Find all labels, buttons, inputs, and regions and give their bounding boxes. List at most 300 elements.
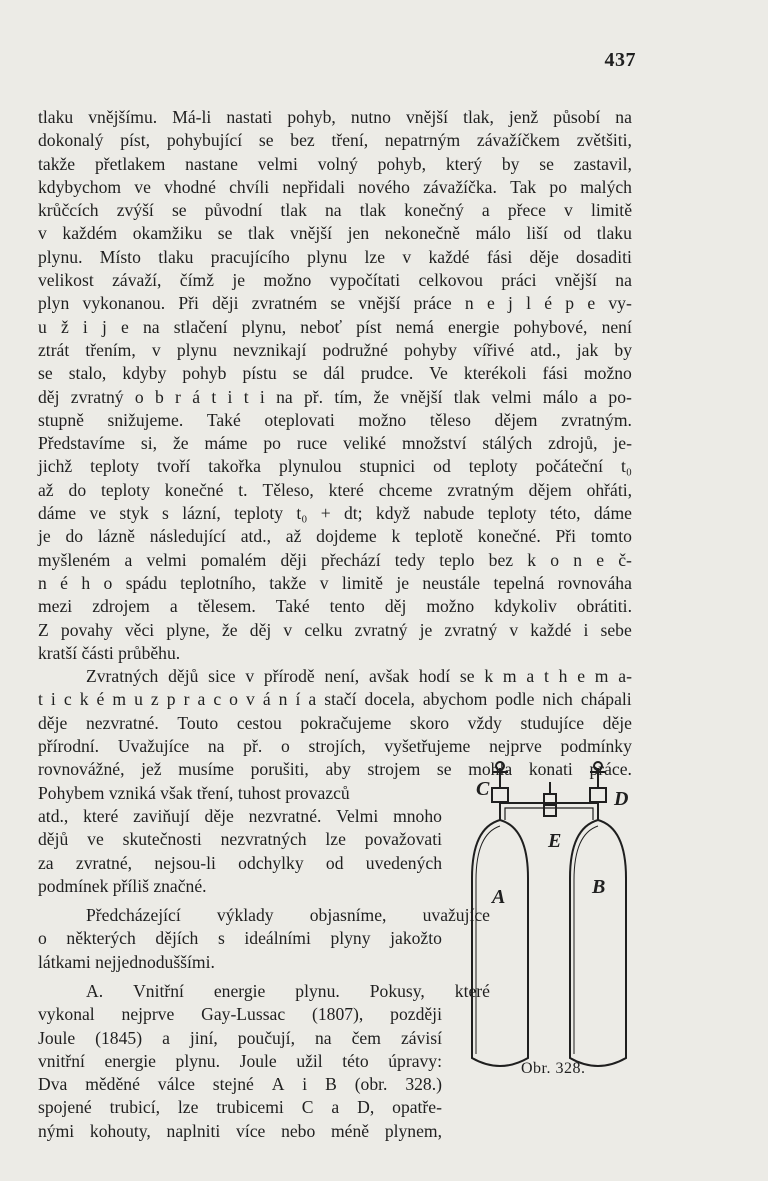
word: dějů — [38, 829, 69, 850]
word: vždy — [467, 712, 502, 733]
word: tlak — [359, 200, 387, 221]
word: plyne, — [166, 619, 210, 640]
word: děj — [249, 619, 272, 640]
word: je- — [613, 433, 632, 454]
word: veliké — [343, 433, 387, 454]
word: závažíčkem — [476, 130, 560, 151]
word: pohyb — [182, 363, 227, 384]
word: vnější — [358, 293, 401, 314]
word: m — [502, 666, 517, 687]
word: spádu — [125, 572, 167, 593]
word: o — [38, 928, 47, 949]
word: bez — [290, 130, 315, 151]
word: Z — [38, 619, 49, 640]
word: lázní, — [182, 503, 221, 524]
label-c: C — [476, 778, 490, 800]
word: přechází — [321, 549, 381, 570]
word: od — [325, 852, 344, 873]
word: Těleso, — [262, 479, 314, 500]
figure-caption: Obr. 328. — [521, 1060, 586, 1077]
word: k — [79, 689, 89, 710]
word: možno — [426, 596, 475, 617]
word: fási — [486, 246, 513, 267]
word: o — [103, 572, 113, 593]
word: povahy — [60, 619, 113, 640]
word: stalo, — [68, 363, 107, 384]
word: podle — [495, 689, 535, 710]
word: i — [50, 689, 56, 710]
text-line — [38, 176, 632, 199]
text-line — [38, 106, 632, 129]
word: tvoří — [157, 456, 191, 477]
word: i — [227, 386, 233, 407]
word: plyn — [38, 293, 70, 314]
word: (1845) — [95, 1027, 143, 1048]
word: opatře- — [392, 1097, 442, 1118]
word: málo — [475, 223, 511, 244]
word: kdykoliv — [494, 596, 557, 617]
word: teplotě — [415, 526, 463, 547]
word: plynu. — [38, 246, 83, 267]
word: vnějšímu. — [88, 107, 158, 127]
word: Ve — [429, 363, 448, 384]
word: dál — [323, 363, 345, 384]
word: n — [278, 689, 288, 710]
word: nastane — [185, 153, 238, 174]
word: dějem — [494, 409, 538, 430]
word: nového — [358, 176, 410, 197]
word: é — [96, 689, 105, 710]
text-line — [38, 619, 632, 642]
word: Touto — [177, 712, 219, 733]
word: velmi — [146, 549, 187, 570]
word: zastavil, — [573, 153, 632, 174]
word: které — [454, 980, 490, 1001]
word: hodí — [418, 666, 451, 687]
word: užil — [296, 1050, 323, 1071]
word: na — [276, 386, 293, 407]
word: po — [263, 433, 281, 454]
word: na — [615, 107, 632, 127]
word: e — [121, 316, 129, 337]
word: od — [563, 223, 582, 244]
text-line: kratší části průběhu. — [38, 642, 181, 663]
word: uvažujíce — [422, 905, 490, 926]
word: zvratné, — [75, 852, 133, 873]
word: stlačení — [173, 316, 228, 337]
word: se — [292, 363, 308, 384]
word: rovnováha — [557, 572, 632, 593]
word: cestou — [236, 712, 282, 733]
word: podružné — [322, 339, 388, 360]
page-number: 437 — [604, 49, 636, 71]
word: konečné — [164, 479, 224, 500]
word: nepřidali — [282, 176, 345, 197]
word: je — [38, 526, 51, 547]
word: docela, — [364, 689, 415, 710]
word: kdyby — [122, 363, 167, 384]
word: ideálními — [244, 928, 311, 949]
word: fási — [542, 363, 568, 384]
word: od — [433, 456, 451, 477]
text-line — [38, 1027, 442, 1050]
word: 328.) — [405, 1074, 442, 1095]
word: é — [544, 293, 553, 314]
word: ději — [280, 549, 307, 570]
word: Představíme — [38, 433, 125, 454]
word: tlaku — [596, 223, 632, 244]
word: strojem — [367, 759, 421, 780]
word: čímž — [179, 270, 214, 291]
word: e — [577, 666, 586, 687]
word: trubicí, — [109, 1097, 160, 1118]
word: pomalém — [200, 549, 267, 570]
word: kohouty, — [89, 1120, 151, 1141]
word: skoro — [409, 712, 450, 733]
word: D, — [357, 1097, 375, 1118]
word: t. — [238, 479, 248, 500]
word: trubicemi — [216, 1097, 284, 1118]
word: v — [38, 223, 47, 244]
word: volný — [317, 153, 358, 174]
word: přírodě — [263, 666, 315, 687]
word: čem — [351, 1027, 381, 1048]
word: p — [166, 689, 176, 710]
text-line — [38, 1096, 442, 1119]
word: zvratný — [444, 619, 498, 640]
word: závažíčka. — [423, 176, 497, 197]
word: i — [259, 386, 265, 407]
word: tomto — [590, 526, 632, 547]
word: a — [162, 1027, 170, 1048]
word: h — [81, 572, 91, 593]
word: liší — [526, 223, 548, 244]
word: by — [501, 153, 520, 174]
word: není, — [324, 666, 360, 687]
word: t — [211, 386, 217, 407]
word: ve — [87, 829, 104, 850]
word: i — [82, 316, 88, 337]
word: takže — [269, 572, 307, 593]
word: měděné — [85, 1074, 140, 1095]
word: kterékoli — [463, 363, 527, 384]
word: v — [283, 619, 293, 640]
word: na — [615, 270, 632, 291]
text-line — [38, 525, 632, 548]
word: u — [134, 689, 143, 710]
word: mohla — [468, 759, 513, 780]
word: plyny — [330, 928, 371, 949]
word: jen — [347, 223, 370, 244]
word: které — [328, 479, 364, 500]
word: velmi — [491, 386, 532, 407]
valve-c — [492, 788, 508, 802]
text-line — [38, 153, 632, 176]
word: lze — [364, 246, 386, 267]
text-line — [38, 712, 632, 735]
word: t — [243, 386, 249, 407]
cylinder-b — [570, 820, 626, 1066]
word: rovnovážné, — [38, 759, 125, 780]
word: tím, — [334, 386, 363, 407]
word: energie — [104, 1050, 156, 1071]
word: vnější — [290, 223, 333, 244]
word: jež — [141, 759, 162, 780]
word: zaviňují — [133, 805, 190, 826]
word: až — [38, 479, 54, 500]
word: tlaku — [158, 246, 194, 267]
word: nevznikají — [233, 339, 307, 360]
word: plynu — [176, 339, 217, 360]
word: (1807), — [312, 1004, 364, 1025]
word: jichž — [38, 456, 73, 477]
word: takořka — [208, 456, 261, 477]
word: zdrojů, — [548, 433, 598, 454]
word: ve — [134, 176, 151, 197]
text-line: podmínek příliš značné. — [38, 875, 207, 896]
text-line — [38, 129, 632, 152]
word: třením, — [85, 339, 136, 360]
word: á — [192, 386, 201, 407]
word: málo — [542, 386, 578, 407]
word: podmínky — [560, 736, 632, 757]
word: h — [558, 666, 568, 687]
word: konati — [528, 759, 573, 780]
word: o — [280, 736, 290, 757]
label-e: E — [548, 830, 562, 852]
word: celku — [304, 619, 343, 640]
word: se — [459, 666, 475, 687]
figure-joule-apparatus — [462, 758, 642, 1078]
word: tepelná — [493, 572, 545, 593]
word: teploty — [90, 456, 140, 477]
word: některých — [66, 928, 136, 949]
word: píst, — [120, 130, 151, 151]
word: B — [325, 1074, 337, 1095]
label-b: B — [592, 876, 606, 898]
text-line — [38, 432, 632, 455]
word: takže — [38, 153, 76, 174]
word: vířivé — [473, 339, 515, 360]
word: zvratný — [354, 619, 408, 640]
word: Joule — [239, 1050, 277, 1071]
word: lze — [325, 829, 346, 850]
word: m — [594, 666, 609, 687]
text-line — [38, 852, 442, 875]
word: v — [319, 572, 329, 593]
word: limitě — [590, 200, 632, 221]
word: Místo — [99, 246, 141, 267]
word: Tak — [510, 176, 537, 197]
word: přece — [507, 200, 546, 221]
word: plynulou — [278, 456, 342, 477]
word: se — [330, 293, 346, 314]
word: každé — [530, 619, 572, 640]
word: a — [589, 386, 598, 407]
word: si, — [140, 433, 158, 454]
word: zvratným. — [561, 409, 632, 430]
word: každém — [62, 223, 118, 244]
word: méně — [330, 1120, 370, 1141]
text-line — [38, 688, 632, 711]
word: plynem, — [384, 1120, 442, 1141]
word: odchylky — [238, 852, 304, 873]
text-line — [38, 904, 490, 927]
word: m — [112, 689, 127, 710]
word: ztrát — [38, 339, 70, 360]
word: Zvratných — [86, 666, 159, 687]
word: teploty — [487, 503, 537, 524]
word: studujíce — [520, 712, 585, 733]
word: následující — [149, 526, 226, 547]
word: dokonalý — [38, 130, 104, 151]
word: velikost — [38, 270, 94, 291]
text-line — [38, 980, 490, 1003]
word: těleso — [429, 409, 471, 430]
word: této — [342, 1050, 369, 1071]
word: a — [526, 666, 535, 687]
word: tlak — [248, 223, 275, 244]
word: je — [232, 270, 246, 291]
text-line — [38, 362, 632, 385]
word: naplniti — [166, 1120, 221, 1141]
word: je — [419, 619, 433, 640]
word: lázně — [97, 526, 135, 547]
word: Také — [275, 596, 310, 617]
word: stačí — [324, 689, 357, 710]
word: (obr. — [354, 1074, 388, 1095]
word: vy- — [608, 293, 632, 314]
word: chceme — [378, 479, 433, 500]
word: vnitřní — [38, 1050, 85, 1071]
word: věci — [124, 619, 155, 640]
word: práce — [413, 293, 452, 314]
word: vnější — [400, 386, 443, 407]
word: k — [527, 549, 537, 570]
word: děje — [529, 246, 559, 267]
word: není — [601, 316, 632, 337]
word: n — [573, 549, 583, 570]
text-line — [38, 1120, 442, 1143]
word: a — [481, 200, 490, 221]
word: e — [486, 293, 495, 314]
word: myšleném — [38, 549, 111, 570]
word: j — [101, 316, 107, 337]
text-line: Pohybem vzniká však tření, tuhost provazců — [38, 782, 350, 803]
word: nabude — [423, 503, 475, 524]
word: pohyby — [404, 339, 457, 360]
text-line — [38, 269, 632, 292]
word: nejprve — [121, 1004, 175, 1025]
word: pracujícího — [210, 246, 290, 267]
word: z — [150, 689, 159, 710]
word: když — [375, 503, 411, 524]
word: Gay-Lussac — [201, 1004, 286, 1025]
text-line — [38, 1050, 442, 1073]
word: vhodné — [164, 176, 216, 197]
word: tlaku — [38, 107, 74, 127]
word: se — [539, 153, 554, 174]
word: á — [262, 689, 271, 710]
word: c — [213, 689, 222, 710]
word: pohyb, — [287, 107, 336, 127]
word: na — [324, 200, 342, 221]
word: skutečnosti — [122, 829, 202, 850]
word: e — [596, 549, 605, 570]
word: v — [402, 246, 412, 267]
word: jak — [576, 339, 599, 360]
word: se — [258, 130, 274, 151]
word: plynu. — [295, 980, 340, 1001]
word: c — [63, 689, 72, 710]
word: a — [124, 549, 133, 570]
text-line — [38, 1073, 442, 1096]
word: Také — [206, 409, 241, 430]
word: ruce — [296, 433, 328, 454]
word: závisí — [400, 1027, 442, 1048]
word: r — [183, 689, 190, 710]
word: ž — [60, 316, 69, 337]
word: spojené — [38, 1097, 92, 1118]
word: energie — [448, 316, 500, 337]
word: ohřáti, — [586, 479, 632, 500]
word: na — [314, 1027, 332, 1048]
word: výklady — [216, 905, 274, 926]
word: je — [396, 572, 410, 593]
word: dosaditi — [576, 246, 632, 267]
word: vnější — [554, 270, 597, 291]
word: i — [302, 1074, 308, 1095]
word: stupně — [38, 409, 84, 430]
word: sebe — [600, 619, 632, 640]
word: zvětšiti, — [576, 130, 632, 151]
word: é — [60, 572, 68, 593]
word: možno — [583, 363, 632, 384]
word: krůčcích — [38, 200, 99, 221]
word: ději — [212, 293, 239, 314]
word: přetlakem — [94, 153, 166, 174]
word: dáme — [38, 503, 77, 524]
word: v — [564, 200, 573, 221]
word: a — [197, 689, 206, 710]
word: vykonal — [38, 1004, 95, 1025]
word: děj — [384, 596, 407, 617]
word: Předcházející — [86, 905, 181, 926]
word: mezi — [38, 596, 73, 617]
word: o — [134, 386, 144, 407]
text-line — [38, 292, 632, 315]
word: atd., — [530, 339, 561, 360]
text-line — [38, 455, 632, 478]
word: Dva — [38, 1074, 68, 1095]
word: plynu — [307, 246, 348, 267]
word: nekonečně — [384, 223, 460, 244]
word: děje — [38, 712, 68, 733]
word: vypočítati — [329, 270, 401, 291]
word: a — [169, 596, 178, 617]
word: práce. — [589, 759, 632, 780]
text-line — [38, 316, 632, 339]
word: v — [245, 689, 255, 710]
word: b — [154, 386, 164, 407]
word: limitě — [341, 572, 383, 593]
word: jenž — [508, 107, 539, 127]
word: že — [221, 619, 238, 640]
word: chvíli — [229, 176, 270, 197]
word: sice — [208, 666, 236, 687]
word: konečné. — [477, 526, 541, 547]
word: Při — [178, 293, 199, 314]
